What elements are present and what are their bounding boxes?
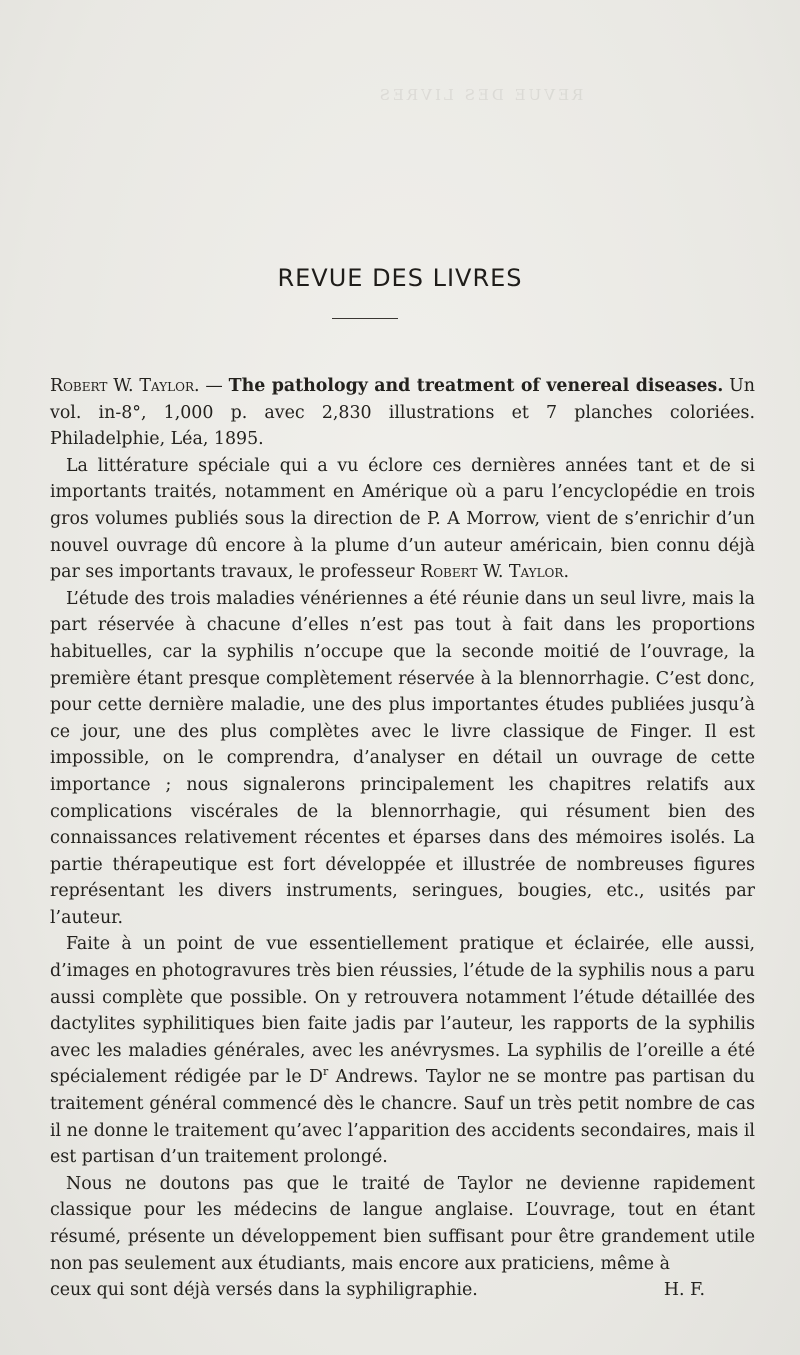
paragraph-3	[50, 931, 755, 1170]
paragraph-1-end: .	[563, 562, 569, 583]
paragraph-3-end: Andrews. Taylor ne se montre pas partisan du traitement général commencé dès le chancre. Sauf un très petit nombre de cas il ne donne le traitement qu’avec l’apparition des accidents secondaires, mais il est partisan d’un traitement prolongé.	[50, 1067, 755, 1168]
paragraph-4-last-line: ceux qui sont déjà versés dans la syphiligraphie.	[50, 1280, 478, 1301]
paragraph-3-superscript: r	[322, 1065, 329, 1079]
paragraph-1-author-name: Robert W. Taylor	[420, 562, 564, 583]
paragraph-4: Nous ne doutons pas que le traité de Taylor ne devienne rapidement classique pour les médecins de langue anglaise. L’ouvrage, tout en étant résumé, présente un développement bien suffisant pour être grandement utile non pas seulement aux étudiants, mais encore aux praticiens, même à	[50, 1173, 755, 1274]
paragraph-1-text: La littérature spéciale qui a vu éclore ces dernières années tant et de si importants traités, notamment en Amérique où a paru l’encyclopédie en trois gros volumes publiés sous la direction de P. A Morrow, vient de s’enrichir d’un nouvel ouvrage dû encore à la plume d’un auteur américain, bien connu déjà par ses importants travaux, le professeur	[50, 455, 755, 583]
book-title: The pathology and treatment of venereal diseases.	[228, 376, 724, 396]
review-citation	[50, 373, 755, 453]
heading-rule	[332, 318, 398, 319]
closing-line	[50, 1277, 755, 1304]
page-heading: REVUE DES LIVRES	[277, 264, 523, 292]
paragraph-2: L’étude des trois maladies vénériennes a été réunie dans un seul livre, mais la part réservée à chacune d’elles n’est pas tout à fait dans les proportions habituelles, car la syphilis n’occupe que la seconde moitié de l’ouvrage, la première étant presque complètement réservée à la blennorrhagie. C’est donc, pour cette dernière maladie, une des plus importantes études publiées jusqu’à ce jour, une des plus complètes avec le livre classique de Finger. Il est impossible, on le comprendra, d’analyser en détail un ouvrage de cette importance ; nous signalerons principalement les chapitres relatifs aux complications viscérales de la blennorrhagie, qui résument bien des connaissances relativement récentes et éparses dans des mémoires isolés. La partie thérapeutique est fort développée et illustrée de nombreuses figures représentant les divers instruments, seringues, bougies, etc., usités par l’auteur.	[50, 588, 755, 928]
review-body	[50, 373, 755, 1304]
paragraph-1	[50, 453, 755, 586]
review-dash: —	[199, 376, 229, 396]
signature: H. F.	[663, 1280, 705, 1301]
review-author: Robert W. Taylor.	[50, 376, 200, 396]
book-details: Un vol. in-8°, 1,000 p. avec 2,830 illustrations et 7 planches coloriées. Philadelphie, Léa, 1895.	[50, 376, 756, 450]
paragraph-3-text: Faite à un point de vue essentiellement pratique et éclairée, elle aussi, d’images en photogravures très bien réussies, l’étude de la syphilis nous a paru aussi complète que possible. On y retrouvera notamment l’étude détaillée des dactylites syphilitiques bien faite jadis par l’auteur, les rapports de la syphilis avec les maladies générales, avec les anévrysmes. La syphilis de l’oreille a été spécialement rédigée par le D	[50, 934, 755, 1088]
bleed-through-header: REVUE DES LIVRES	[376, 86, 584, 104]
